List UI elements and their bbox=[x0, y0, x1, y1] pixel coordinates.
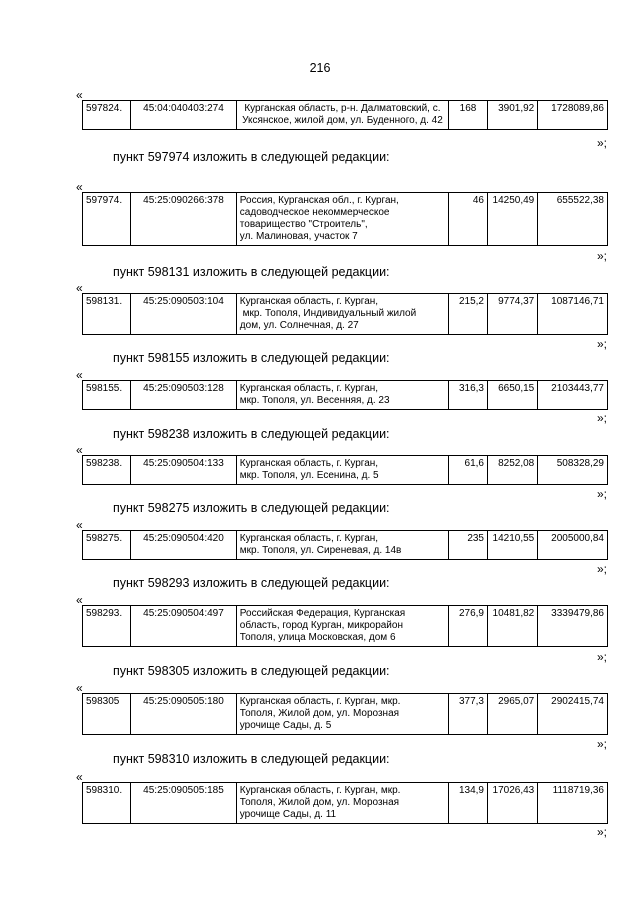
quote-close: »; bbox=[596, 825, 607, 839]
quote-open: « bbox=[76, 88, 83, 102]
instruction-text: пункт 598310 изложить в следующей редакции: bbox=[113, 752, 390, 766]
area: 134,9 bbox=[449, 783, 488, 824]
address-cell bbox=[236, 783, 448, 824]
total-value: 1118719,36 bbox=[538, 783, 608, 824]
total-value: 2902415,74 bbox=[538, 694, 608, 735]
cadastral-number: 45:25:090505:185 bbox=[131, 783, 237, 824]
address-cell bbox=[236, 381, 448, 410]
total-value: 2005000,84 bbox=[538, 531, 608, 560]
record-number: 598305 bbox=[83, 694, 131, 735]
address-cell bbox=[236, 606, 448, 647]
area: 377,3 bbox=[449, 694, 488, 735]
address-cell bbox=[236, 101, 448, 130]
instruction-text: пункт 598155 изложить в следующей редакции: bbox=[113, 351, 390, 365]
address-line: Курганская область, р-н. Далматовский, с. bbox=[244, 103, 441, 114]
area: 235 bbox=[449, 531, 488, 560]
record-number: 598238. bbox=[83, 456, 131, 485]
record-table bbox=[82, 380, 608, 410]
address-cell bbox=[236, 531, 448, 560]
total-value: 2103443,77 bbox=[538, 381, 608, 410]
unit-cost: 9774,37 bbox=[488, 294, 538, 335]
record-table bbox=[82, 605, 608, 647]
address-cell bbox=[236, 694, 448, 735]
record-number: 597974. bbox=[83, 193, 131, 246]
instruction-text: пункт 597974 изложить в следующей редакции: bbox=[113, 150, 390, 164]
page-number: 216 bbox=[309, 61, 331, 75]
quote-open: « bbox=[76, 518, 83, 532]
unit-cost: 3901,92 bbox=[488, 101, 538, 130]
total-value: 3339479,86 bbox=[538, 606, 608, 647]
record-table bbox=[82, 693, 608, 735]
address-line: Курганская область, г. Курган, bbox=[239, 296, 379, 307]
record-number: 598293. bbox=[83, 606, 131, 647]
table-row bbox=[83, 694, 608, 735]
table-row bbox=[83, 783, 608, 824]
cadastral-number: 45:25:090504:497 bbox=[131, 606, 237, 647]
area: 61,6 bbox=[449, 456, 488, 485]
area: 276,9 bbox=[449, 606, 488, 647]
address-cell bbox=[236, 193, 448, 246]
total-value: 655522,38 bbox=[538, 193, 608, 246]
address-line: мкр. Тополя, ул. Сиреневая, д. 14в bbox=[239, 545, 402, 556]
total-value: 1087146,71 bbox=[538, 294, 608, 335]
quote-open: « bbox=[76, 770, 83, 784]
table-row bbox=[83, 381, 608, 410]
quote-open: « bbox=[76, 681, 83, 695]
unit-cost: 6650,15 bbox=[488, 381, 538, 410]
quote-close: »; bbox=[596, 337, 607, 351]
record-table bbox=[82, 100, 608, 130]
address-line: Курганская область, г. Курган, мкр. bbox=[239, 696, 401, 707]
address-line: Курганская область, г. Курган, bbox=[239, 533, 379, 544]
unit-cost: 14250,49 bbox=[488, 193, 538, 246]
address-line: Курганская область, г. Курган, мкр. bbox=[239, 785, 401, 796]
quote-close: »; bbox=[596, 562, 607, 576]
quote-close: »; bbox=[596, 136, 607, 150]
address-line: урочище Сады, д. 5 bbox=[239, 720, 332, 731]
quote-open: « bbox=[76, 368, 83, 382]
quote-close: »; bbox=[596, 411, 607, 425]
address-line: мкр. Тополя, ул. Весенняя, д. 23 bbox=[239, 395, 390, 406]
address-line: Уксянское, жилой дом, ул. Буденного, д. 42 bbox=[242, 115, 443, 126]
address-line: Тополя, Жилой дом, ул. Морозная bbox=[239, 708, 400, 719]
unit-cost: 14210,55 bbox=[488, 531, 538, 560]
address-line: урочище Сады, д. 11 bbox=[239, 809, 337, 820]
area: 215,2 bbox=[449, 294, 488, 335]
record-table bbox=[82, 530, 608, 560]
table-row bbox=[83, 456, 608, 485]
quote-close: »; bbox=[596, 650, 607, 664]
total-value: 1728089,86 bbox=[538, 101, 608, 130]
table-row bbox=[83, 294, 608, 335]
quote-open: « bbox=[76, 443, 83, 457]
table-row bbox=[83, 101, 608, 130]
address-cell bbox=[236, 456, 448, 485]
record-number: 598310. bbox=[83, 783, 131, 824]
table-row bbox=[83, 606, 608, 647]
quote-open: « bbox=[76, 281, 83, 295]
instruction-text: пункт 598131 изложить в следующей редакции: bbox=[113, 265, 390, 279]
cadastral-number: 45:25:090504:420 bbox=[131, 531, 237, 560]
quote-close: »; bbox=[596, 737, 607, 751]
cadastral-number: 45:25:090503:128 bbox=[131, 381, 237, 410]
unit-cost: 2965,07 bbox=[488, 694, 538, 735]
quote-open: « bbox=[76, 180, 83, 194]
record-number: 598275. bbox=[83, 531, 131, 560]
address-line: Российская Федерация, Курганская bbox=[239, 608, 406, 619]
address-line: дом, ул. Солнечная, д. 27 bbox=[239, 320, 359, 331]
address-line: Россия, Курганская обл., г. Курган, bbox=[239, 195, 399, 206]
address-line: мкр. Тополя, Индивидуальный жилой bbox=[239, 308, 417, 319]
record-table bbox=[82, 455, 608, 485]
quote-close: »; bbox=[596, 487, 607, 501]
address-line: мкр. Тополя, ул. Есенина, д. 5 bbox=[239, 470, 379, 481]
address-line: товарищество "Строитель", bbox=[239, 219, 368, 230]
record-number: 598155. bbox=[83, 381, 131, 410]
address-cell bbox=[236, 294, 448, 335]
record-number: 597824. bbox=[83, 101, 131, 130]
address-line: Тополя, улица Московская, дом 6 bbox=[239, 632, 396, 643]
quote-close: »; bbox=[596, 249, 607, 263]
address-line: Тополя, Жилой дом, ул. Морозная bbox=[239, 797, 400, 808]
instruction-text: пункт 598305 изложить в следующей редакции: bbox=[113, 664, 390, 678]
record-table bbox=[82, 782, 608, 824]
record-table bbox=[82, 192, 608, 246]
area: 168 bbox=[449, 101, 488, 130]
area: 316,3 bbox=[449, 381, 488, 410]
table-row bbox=[83, 531, 608, 560]
instruction-text: пункт 598275 изложить в следующей редакции: bbox=[113, 501, 390, 515]
cadastral-number: 45:25:090505:180 bbox=[131, 694, 237, 735]
unit-cost: 8252,08 bbox=[488, 456, 538, 485]
total-value: 508328,29 bbox=[538, 456, 608, 485]
quote-open: « bbox=[76, 593, 83, 607]
address-line: Курганская область, г. Курган, bbox=[239, 383, 379, 394]
record-table bbox=[82, 293, 608, 335]
unit-cost: 17026,43 bbox=[488, 783, 538, 824]
record-number: 598131. bbox=[83, 294, 131, 335]
address-line: садоводческое некоммерческое bbox=[239, 207, 390, 218]
area: 46 bbox=[449, 193, 488, 246]
table-row bbox=[83, 193, 608, 246]
cadastral-number: 45:04:040403:274 bbox=[131, 101, 237, 130]
address-line: ул. Малиновая, участок 7 bbox=[239, 231, 358, 242]
instruction-text: пункт 598238 изложить в следующей редакции: bbox=[113, 427, 390, 441]
cadastral-number: 45:25:090504:133 bbox=[131, 456, 237, 485]
instruction-text: пункт 598293 изложить в следующей редакции: bbox=[113, 576, 390, 590]
cadastral-number: 45:25:090266:378 bbox=[131, 193, 237, 246]
cadastral-number: 45:25:090503:104 bbox=[131, 294, 237, 335]
address-line: область, город Курган, микрорайон bbox=[239, 620, 403, 631]
unit-cost: 10481,82 bbox=[488, 606, 538, 647]
address-line: Курганская область, г. Курган, bbox=[239, 458, 379, 469]
